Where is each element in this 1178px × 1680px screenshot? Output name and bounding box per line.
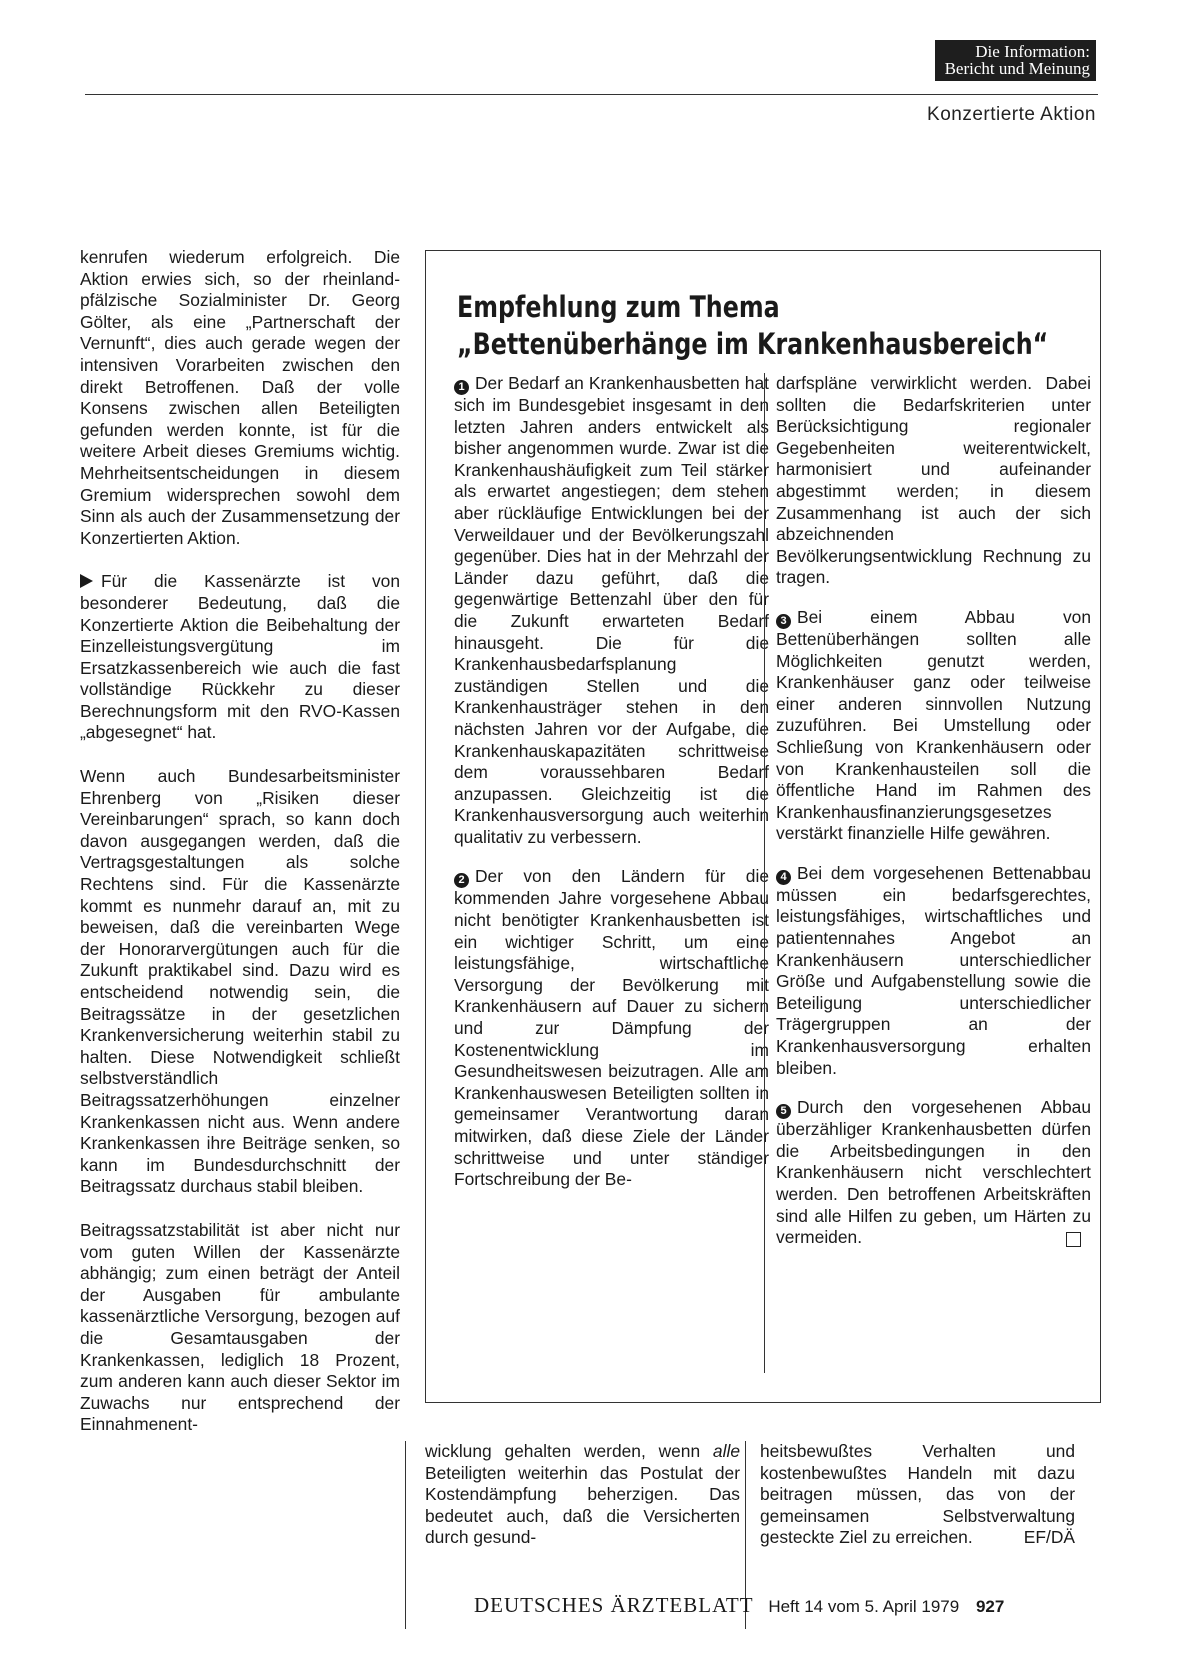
number-3-icon: 3 (776, 614, 791, 629)
recommendation-item-4 (776, 863, 1091, 1079)
author-signature: EF/DÄ (1023, 1527, 1075, 1548)
recommendation-item-5 (776, 1097, 1091, 1249)
paragraph: kenrufen wiederum erfolgreich. Die Aktion erwies sich, so der rheinland-pfälzische Sozialminister Dr. Georg Gölter, als eine „Partnerschaft der Vernunft“, dies auch gerade wegen der intensiven Vorarbeiten zwischen den direkt Betroffenen. Daß der volle Konsens zwischen allen Beteiligten gefunden werden konnte, ist für die weitere Arbeit dieses Gremiums wichtig. Mehrheitsentscheidungen in diesem Gremium widersprechen sowohl dem Sinn als auch der Zusammensetzung der Konzertierten Aktion. (80, 247, 400, 548)
recommendation-item-3 (776, 607, 1091, 845)
bottom-right-column (760, 1441, 1075, 1549)
item-text: Bei dem vorgesehenen Bettenabbau müssen ein bedarfsgerechtes, leistungsfähiges, wirtschaftliches und patientennahes Angebot an Krankenhäusern unterschiedlicher Größe und Aufgabenstellung sowie die Beteiligung unterschiedlicher Trägergruppen an der Krankenhausversorgung erhalten bleiben. (776, 862, 1091, 1078)
header-rule (85, 94, 1098, 95)
box-title-line-2: „Bettenüberhänge im Krankenhausbereich“ (457, 327, 1049, 361)
section-label: Konzertierte Aktion (927, 104, 1096, 125)
end-mark-icon (1066, 1232, 1081, 1247)
box-title-line-1: Empfehlung zum Thema (457, 290, 780, 324)
bottom-middle-column (425, 1441, 740, 1549)
recommendation-item-2 (454, 866, 769, 1190)
emphasis-text: alle (712, 1441, 740, 1461)
arrow-bullet-icon (80, 574, 93, 588)
item-text: Der von den Ländern für die kommenden Jahre vorgesehene Abbau nicht benötigter Krankenhausbetten ist ein wichtiger Schritt, um eine leistungsfähige, wirtschaftliche Versorgung der Bevölkerung mit Krankenhäusern auf Dauer zu sichern und zur Dämpfung der Kostenentwicklung im Gesundheitswesen beizutragen. Alle am Krankenhauswesen Beteiligten sollten in gemeinsamer Verantwortung daran mitwirken, daß diese Ziele der Länder schrittweise und unter ständiger Fortschreibung der Be- (454, 866, 769, 1190)
recommendation-item-1 (454, 373, 769, 848)
masthead-line-2: Bericht und Meinung (944, 59, 1090, 78)
text-run: Beteiligten weiterhin das Postulat der Kostendämpfung beherzigen. Das bedeutet auch, daß die Versicherten durch gesund- (425, 1462, 740, 1548)
masthead-badge (935, 40, 1096, 81)
masthead-line-1: Die Information: (975, 42, 1090, 61)
page-footer (474, 1593, 1004, 1618)
paragraph: Beitragssatzstabilität ist aber nicht nur vom guten Willen der Kassenärzte abhängig; zum einen beträgt der Anteil der Ausgaben für ambulante kassenärztliche Versorgung, bezogen auf die Gesamtausgaben der Krankenkassen, lediglich 18 Prozent, zum anderen kann auch dieser Sektor im Zuwachs nur entsprechend der Einnahmenent- (80, 1219, 400, 1435)
recommendation-item-2-continued: darfspläne verwirklicht werden. Dabei sollten die Bedarfskriterien unter Berücksichtigung regionaler Gegebenheiten weiterentwickelt, harmonisiert und aufeinander abgestimmt werden; in diesem Zusammenhang ist auch der sich abzeichnenden Bevölkerungsentwicklung Rechnung zu tragen. (776, 373, 1091, 588)
paragraph: Wenn auch Bundesarbeitsminister Ehrenberg von „Risiken dieser Vereinbarungen“ sprach, so kann doch davon ausgegangen werden, daß die Vertragsgestaltungen als solche Rechtens sind. Für die Kassenärzte kommt es nunmehr darauf an, mit zu beweisen, daß die vereinbarten Wege der Honorarvergütungen auch für die Zukunft praktikabel sind. Dazu wird es entscheidend notwendig sein, die Beitragssätze in der gesetzlichen Krankenversicherung weiterhin stabil zu halten. Diese Notwendigkeit schließt selbstverständlich Beitragssatzerhöhungen einzelner Krankenkassen nicht aus. Wenn andere Krankenkassen ihre Beiträge senken, so kann im Bundesdurchschnitt der Beitragssatz durchaus stabil bleiben. (80, 766, 400, 1197)
box-column-divider (764, 373, 765, 1373)
box-right-column (776, 373, 1091, 1267)
text-run: wicklung gehalten werden, wenn (425, 1441, 701, 1461)
journal-name: DEUTSCHES ÄRZTEBLATT (474, 1593, 754, 1617)
left-column (80, 247, 400, 1436)
box-left-column (454, 373, 769, 1209)
number-2-icon: 2 (454, 873, 469, 888)
recommendation-box (425, 250, 1101, 1403)
number-5-icon: 5 (776, 1104, 791, 1119)
page-number: 927 (975, 1597, 1005, 1616)
column-divider (405, 1441, 406, 1629)
text-run: heitsbewußtes Verhalten und kostenbewußtes Handeln mit dazu beitragen müssen, das von der gemeinsamen Selbstverwaltung gesteckte Ziel zu erreichen. (760, 1441, 1075, 1548)
number-4-icon: 4 (776, 870, 791, 885)
paragraph (80, 571, 400, 744)
paragraph-text: Für die Kassenärzte ist von besonderer Bedeutung, daß die Konzertierte Aktion die Beibehaltung der Einzelleistungsvergütung im Ersatzkassenbereich wie auch die fast vollständige Rückkehr zu dieser Berechnungsform mit den RVO-Kassen „abgesegnet“ hat. (80, 571, 400, 743)
item-text: Durch den vorgesehenen Abbau überzähliger Krankenhausbetten dürfen die Arbeitsbedingungen in den Krankenhäusern nicht verschlechtert werden. Den betroffenen Arbeitskräften sind alle Hilfen zu geben, um Härten zu vermeiden. (776, 1097, 1091, 1248)
number-1-icon: 1 (454, 380, 469, 395)
item-text: Der Bedarf an Krankenhausbetten hat sich im Bundesgebiet insgesamt in den letzten Jahren anders entwickelt als bisher angenommen wurde. Zwar ist die Krankenhaushäufigkeit zum Teil stärker als erwartet angestiegen; dem stehen aber rückläufige Entwicklungen bei der Verweildauer und der Bevölkerungszahl gegenüber. Dies hat in der Mehrzahl der Länder dazu geführt, daß die gegenwärtige Bettenzahl über den für die Zukunft erwarteten Bedarf hinausgeht. Die für die Krankenhausbedarfsplanung zuständigen Stellen und die Krankenhausträger stehen in den nächsten Jahren vor der Aufgabe, die Krankenhauskapazitäten schrittweise dem voraussehbaren Bedarf anzupassen. Gleichzeitig ist die Krankenhausversorgung auch weiterhin qualitativ zu verbessern. (454, 373, 769, 847)
box-title (457, 289, 1049, 363)
issue-info: Heft 14 vom 5. April 1979 (768, 1597, 960, 1616)
item-text: Bei einem Abbau von Bettenüberhängen sollten alle Möglichkeiten genutzt werden, Krankenhäuser ganz oder teilweise einer anderen sinnvollen Nutzung zuzuführen. Bei Umstellung oder Schließung von Krankenhäusern oder von Krankenhausteilen soll die öffentliche Hand im Rahmen des Krankenhausfinanzierungsgesetzes verstärkt finanzielle Hilfe gewähren. (776, 606, 1091, 844)
